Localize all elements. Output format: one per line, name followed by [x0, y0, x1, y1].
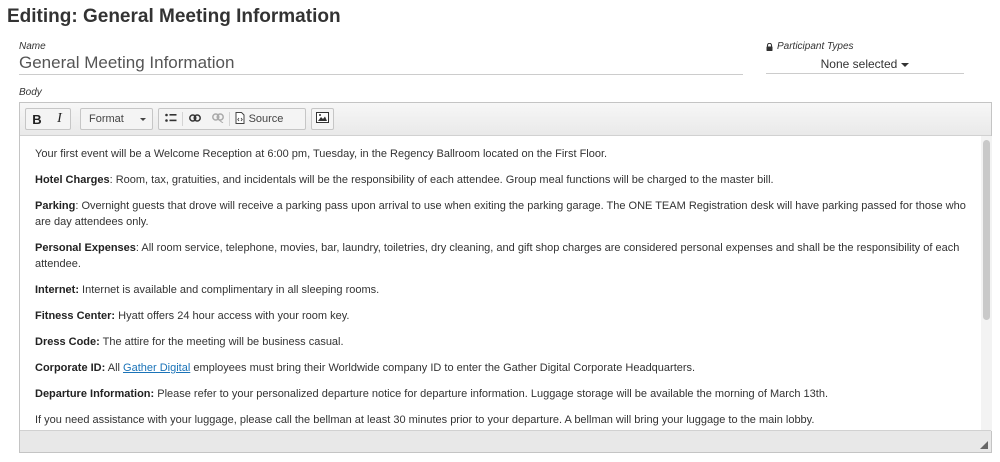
- toolbar-group-media: [311, 108, 334, 130]
- paragraph: Your first event will be a Welcome Reception at 6:00 pm, Tuesday, in the Regency Ballroom located on the First Floor.: [35, 148, 608, 160]
- toolbar-group-format: [80, 108, 153, 130]
- paragraph: [35, 386, 969, 402]
- paragraph-heading: Hotel Charges: [35, 174, 110, 186]
- caret-down-icon: [901, 63, 909, 67]
- bold-button[interactable]: [26, 109, 48, 129]
- italic-button[interactable]: [48, 109, 70, 129]
- editor-scrollbar[interactable]: [981, 136, 992, 431]
- gather-digital-link[interactable]: Gather Digital: [123, 362, 191, 374]
- paragraph-text: : Overnight guests that drove will receive a parking pass upon arrival to use when exiting the parking garage. The ONE TEAM Registration desk will have parking passed for those who are day attendees only.: [35, 200, 966, 228]
- paragraph-heading: Corporate ID:: [35, 362, 106, 374]
- paragraph: [35, 240, 969, 272]
- link-icon: [189, 113, 201, 125]
- paragraph: If you need assistance with your luggage, please call the bellman at least 30 minutes prior to your departure. A bellman will bring your luggage to the main lobby.: [35, 414, 815, 426]
- paragraph-text: : All room service, telephone, movies, bar, laundry, toiletries, dry cleaning, and gift shop charges are considered personal expenses and shall be the responsibility of each attendee.: [35, 242, 960, 270]
- unlink-icon: [212, 113, 224, 126]
- participant-types-label-text: Participant Types: [777, 41, 854, 52]
- editor-statusbar: [20, 430, 991, 452]
- unlink-button[interactable]: [206, 109, 229, 129]
- resize-handle-icon[interactable]: [980, 441, 988, 449]
- paragraph-text: Please refer to your personalized departure notice for departure information. Luggage storage will be available the morning of March 13th.: [154, 388, 829, 400]
- paragraph-heading: Personal Expenses: [35, 242, 136, 254]
- participant-types-label: [766, 41, 854, 52]
- paragraph-heading: Departure Information:: [35, 388, 155, 400]
- paragraph-text: Internet is available and complimentary in all sleeping rooms.: [79, 284, 380, 296]
- paragraph: [35, 172, 969, 188]
- image-icon: [316, 112, 329, 126]
- italic-icon: I: [57, 111, 62, 126]
- chevron-down-icon: [140, 118, 146, 121]
- name-input[interactable]: General Meeting Information: [19, 53, 743, 75]
- paragraph-heading: Dress Code:: [35, 336, 100, 348]
- lock-icon: [766, 43, 773, 51]
- paragraph-text: The attire for the meeting will be business casual.: [99, 336, 344, 348]
- editor-toolbar: [20, 103, 991, 136]
- paragraph-heading: Internet:: [35, 284, 79, 296]
- page-title: Editing: General Meeting Information: [7, 6, 341, 27]
- bulleted-list-icon: [165, 113, 177, 126]
- editor-content[interactable]: [20, 136, 981, 431]
- link-button[interactable]: [183, 109, 206, 129]
- toolbar-group-insert: [158, 108, 306, 130]
- source-button[interactable]: [230, 109, 288, 129]
- paragraph: [35, 308, 969, 324]
- paragraph-heading: Parking: [35, 200, 76, 212]
- paragraph: [35, 360, 969, 376]
- scrollbar-thumb[interactable]: [983, 140, 990, 320]
- paragraph-text: employees must bring their Worldwide company ID to enter the Gather Digital Corporate Headquarters.: [190, 362, 696, 374]
- paragraph: [35, 282, 969, 298]
- body-field-label: Body: [19, 87, 42, 98]
- bulleted-list-button[interactable]: [159, 109, 182, 129]
- paragraph-text: Hyatt offers 24 hour access with your room key.: [115, 310, 350, 322]
- toolbar-group-basic: [25, 108, 71, 130]
- paragraph: [35, 198, 969, 230]
- participant-types-value: None selected: [820, 57, 898, 71]
- paragraph-text: All: [105, 362, 124, 374]
- image-button[interactable]: [312, 109, 333, 129]
- rich-text-editor: [19, 102, 992, 453]
- source-label: Source: [248, 113, 284, 125]
- format-dropdown[interactable]: [81, 109, 152, 129]
- paragraph-heading: Fitness Center:: [35, 310, 116, 322]
- participant-types-dropdown[interactable]: [766, 54, 964, 74]
- format-label: Format: [89, 113, 124, 125]
- paragraph: [35, 334, 969, 350]
- paragraph-text: : Room, tax, gratuities, and incidentals will be the responsibility of each attendee. Group meal functions will be charged to the master bill.: [109, 174, 774, 186]
- name-field-label: Name: [19, 41, 46, 52]
- source-icon: [235, 112, 245, 127]
- bold-icon: B: [32, 111, 42, 127]
